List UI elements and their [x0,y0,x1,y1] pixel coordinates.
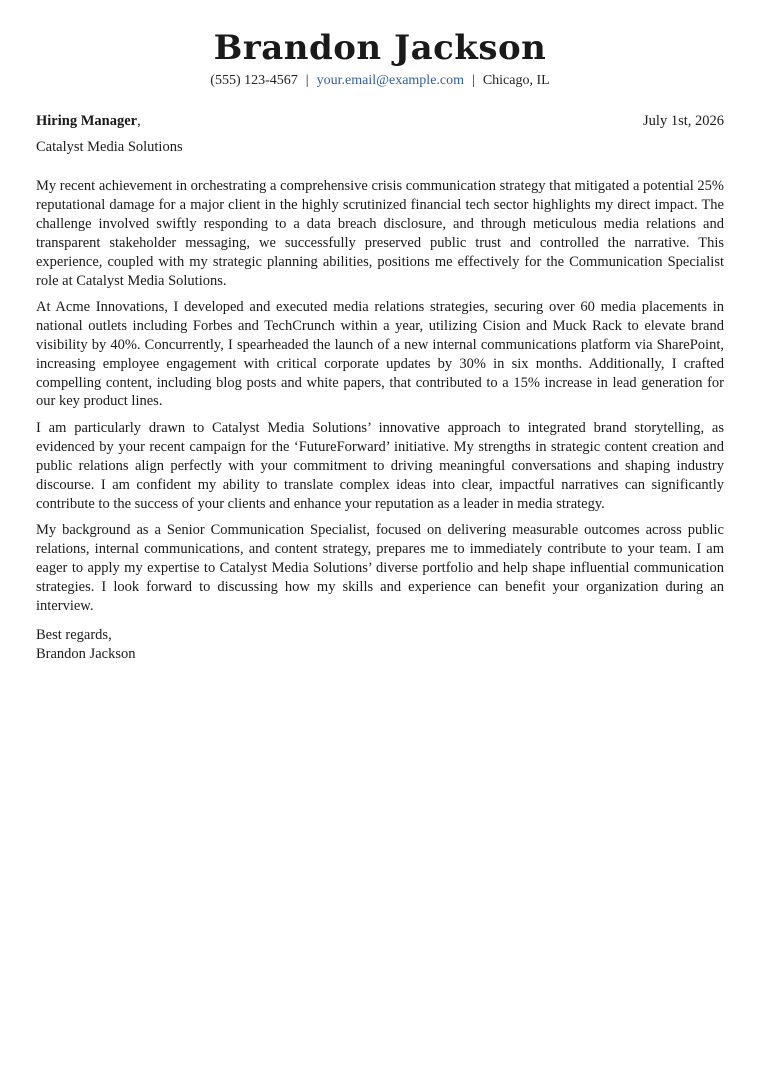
letter-body [36,177,724,615]
contact-separator: | [472,73,475,88]
contact-line [36,72,724,90]
applicant-name: Brandon Jackson [213,28,547,68]
recipient-company: Catalyst Media Solutions [36,139,183,155]
contact-separator: | [305,73,309,88]
letter-closing [36,626,724,664]
closing-signature: Brandon Jackson [36,646,136,663]
body-paragraph: My recent achievement in orchestrating a comprehensive crisis communication strategy that mitigated a potential 25% reputational damage for a major client in the highly scrutinized financial tech sector highlights my direct impact. The challenge involved swiftly responding to a data breach disclosure, and through meticulous media relations and transparent stakeholder messaging, we successfully preserved public trust and controlled the narrative. This experience, coupled with my strategic planning abilities, positions me effectively for the Communication Specialist role at Catalyst Media Solutions. [36,178,724,289]
recipient-row [36,112,724,131]
body-paragraph: I am particularly drawn to Catalyst Media Solutions’ innovative approach to integrated brand storytelling, as evidenced by your recent campaign for the ‘FutureForward’ initiative. My strengths in strategic content creation and public relations align perfectly with your commitment to driving meaningful conversations and shaping industry discourse. I am confident my ability to translate complex ideas into clear, impactful narratives can significantly contribute to the success of your clients and enhance your reputation as a leader in media strategy. [36,419,724,512]
body-paragraph: At Acme Innovations, I developed and executed media relations strategies, securing over 60 media placements in national outlets including Forbes and TechCrunch within a year, utilizing Cision and Muck Rack to elevate brand visibility by 40%. Concurrently, I spearheaded the launch of a new internal communications platform via SharePoint, increasing employee engagement with critical corporate updates by 30% in six months. Additionally, I crafted compelling content, including blog posts and white papers, that contributed to a 15% increase in lead generation for our key product lines. [36,298,724,410]
recipient-title: Hiring Manager [36,113,138,129]
recipient-title-suffix: , [137,113,141,129]
location: Chicago, IL [482,73,550,88]
closing-salutation: Best regards, [36,627,112,644]
body-paragraph: My background as a Senior Communication Specialist, focused on delivering measurable outcomes across public relations, internal communications, and content strategy, prepares me to immediately contribute to your team. I am eager to apply my expertise to Catalyst Media Solutions’ diverse portfolio and help shape influential communication strategies. I look forward to discussing how my skills and experience can benefit your organization during an interview. [36,521,724,614]
recipient-title-line [36,112,141,131]
email-link[interactable]: your.email@example.com [316,73,465,88]
phone-number: (555) 123-4567 [210,73,298,88]
letter-date: July 1st, 2026 [643,113,724,129]
